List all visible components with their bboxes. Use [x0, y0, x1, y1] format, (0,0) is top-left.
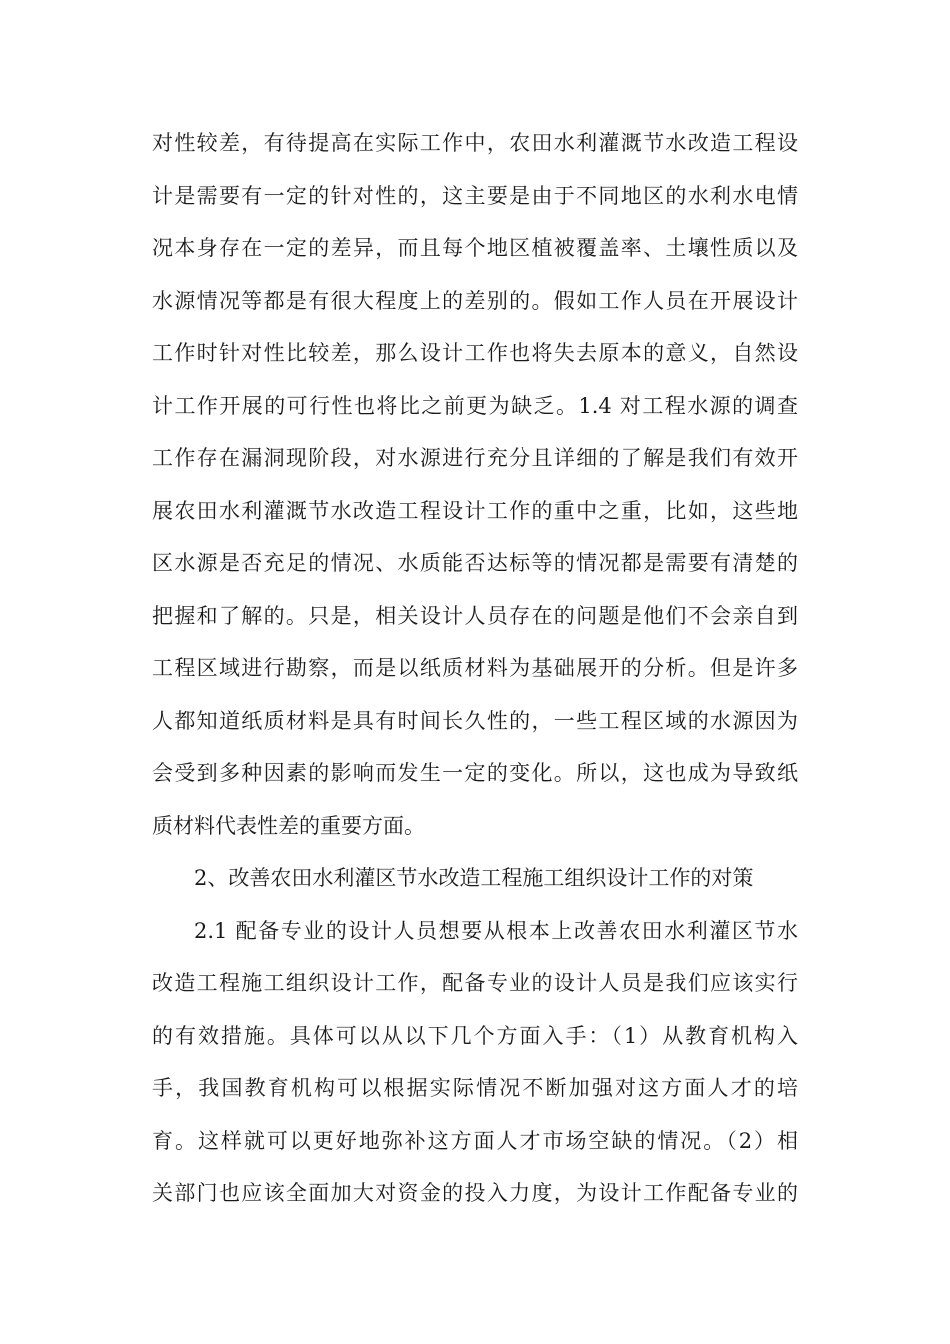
text-line: 计工作开展的可行性也将比之前更为缺乏。1.4 对工程水源的调查: [152, 393, 798, 418]
text-line: 工程区域进行勘察，而是以纸质材料为基础展开的分析。但是许多: [152, 656, 798, 680]
subsection-heading: 2.1 配备专业的设计人员想要从根本上改善农田水利灌区节水: [194, 918, 798, 943]
text-line: 水源情况等都是有很大程度上的差别的。假如工作人员在开展设计: [152, 288, 798, 313]
text-line: 人都知道纸质材料是具有时间长久性的，一些工程区域的水源因为: [152, 708, 798, 733]
body-text: [152, 117, 798, 1220]
text-line: 展农田水利灌溉节水改造工程设计工作的重中之重，比如，这些地: [152, 498, 798, 523]
text-line: 工作时针对性比较差，那么设计工作也将失去原本的意义，自然设: [152, 341, 798, 365]
text-line: 关部门也应该全面加大对资金的投入力度，为设计工作配备专业的: [152, 1181, 798, 1205]
text-line: 计是需要有一定的针对性的，这主要是由于不同地区的水利水电情: [152, 183, 798, 208]
text-line: 会受到多种因素的影响而发生一定的变化。所以，这也成为导致纸: [152, 761, 798, 785]
text-line: 况本身存在一定的差异，而且每个地区植被覆盖率、土壤性质以及: [152, 236, 798, 260]
text-line: 质材料代表性差的重要方面。: [152, 813, 425, 838]
section-heading: 2、改善农田水利灌区节水改造工程施工组织设计工作的对策: [194, 866, 754, 890]
text-line: 把握和了解的。只是，相关设计人员存在的问题是他们不会亲自到: [152, 603, 798, 628]
text-line: 手，我国教育机构可以根据实际情况不断加强对这方面人才的培: [152, 1076, 798, 1100]
text-line: 育。这样就可以更好地弥补这方面人才市场空缺的情况。（2）相: [152, 1128, 798, 1153]
text-line: 改造工程施工组织设计工作，配备专业的设计人员是我们应该实行: [152, 971, 798, 995]
text-line: 对性较差，有待提高在实际工作中，农田水利灌溉节水改造工程设: [152, 131, 798, 155]
text-line: 工作存在漏洞现阶段，对水源进行充分且详细的了解是我们有效开: [152, 446, 798, 470]
text-line: 的有效措施。具体可以从以下几个方面入手：（1）从教育机构入: [152, 1023, 798, 1048]
text-line: 区水源是否充足的情况、水质能否达标等的情况都是需要有清楚的: [152, 551, 798, 575]
